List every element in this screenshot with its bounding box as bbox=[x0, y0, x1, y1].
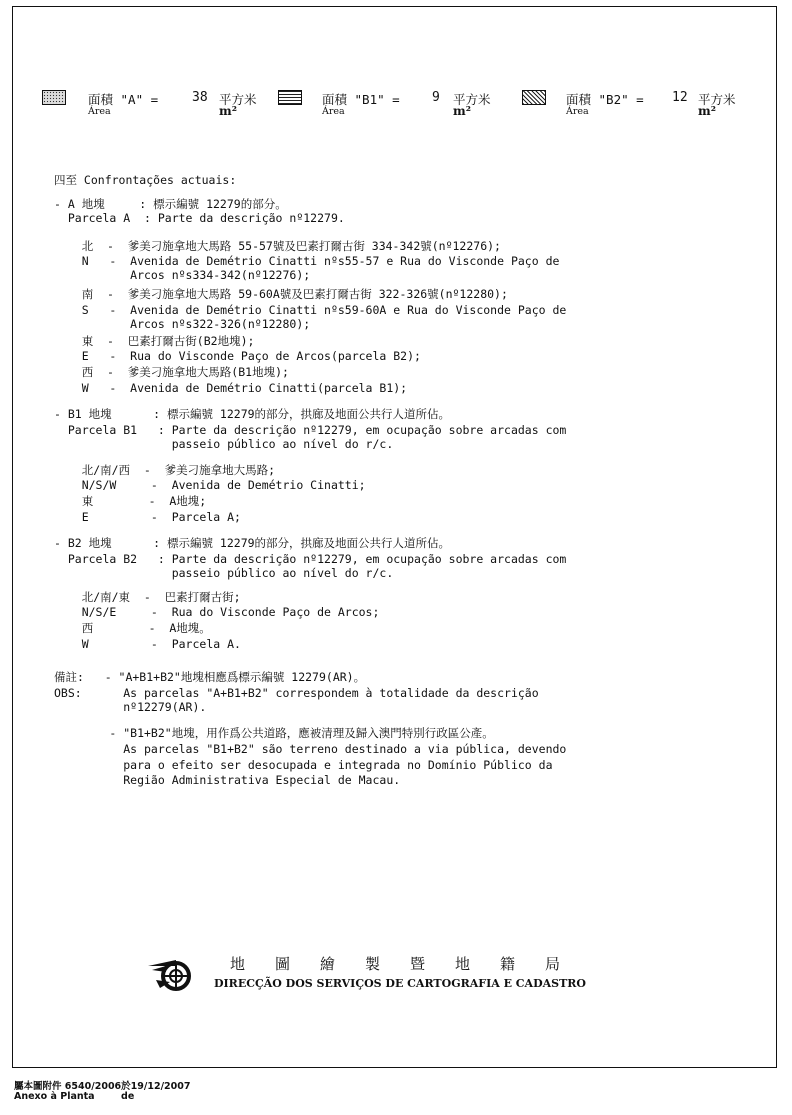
text-line: W - Parcela A. bbox=[54, 637, 241, 651]
text-line: Arcos nºs334-342(nº12276); bbox=[54, 268, 311, 282]
area-b1-unit-m2: m² bbox=[453, 104, 471, 118]
text-line: As parcelas "B1+B2" são terreno destinado a via pública, devendo bbox=[54, 742, 567, 756]
text-line: N/S/W - Avenida de Demétrio Cinatti; bbox=[54, 478, 366, 492]
org-name-chinese: 地 圖 繪 製 暨 地 籍 局 bbox=[230, 955, 561, 973]
area-b2-unit: 平方米 bbox=[698, 92, 736, 107]
area-b1-sub: Área bbox=[322, 106, 345, 117]
text-line: 備註: - "A+B1+B2"地塊相應爲標示編號 12279(AR)。 bbox=[54, 670, 366, 684]
area-a-label: 面積 "A" = bbox=[88, 92, 159, 107]
org-name-portuguese: DIRECÇÃO DOS SERVIÇOS DE CARTOGRAFIA E CADASTRO bbox=[214, 977, 587, 990]
text-line: Região Administrativa Especial de Macau. bbox=[54, 773, 401, 787]
dscc-logo-icon bbox=[146, 952, 198, 992]
text-line: para o efeito ser desocupada e integrada no Domínio Público da bbox=[54, 758, 553, 772]
area-b1-unit: 平方米 bbox=[453, 92, 491, 107]
area-a-unit: 平方米 bbox=[219, 92, 257, 107]
text-line: 北 - 爹美刁施拿地大馬路 55-57號及巴素打爾古街 334-342號(nº12276); bbox=[54, 239, 501, 253]
text-line: N - Avenida de Demétrio Cinatti nºs55-57 e Rua do Visconde Paço de bbox=[54, 254, 560, 268]
text-line: 北/南/西 - 爹美刁施拿地大馬路; bbox=[54, 463, 276, 477]
text-line: 東 - A地塊; bbox=[54, 494, 207, 508]
text-line: passeio público ao nível do r/c. bbox=[54, 437, 394, 451]
area-b1-value: 9 bbox=[432, 90, 440, 105]
text-line: Parcela B2 : Parte da descrição nº12279, em ocupação sobre arcadas com bbox=[54, 552, 567, 566]
text-line: Arcos nºs322-326(nº12280); bbox=[54, 317, 311, 331]
text-line: - "B1+B2"地塊，用作爲公共道路，應被清理及歸入澳門特別行政區公產。 bbox=[54, 726, 494, 740]
text-line: 北/南/東 - 巴素打爾古街; bbox=[54, 590, 241, 604]
text-line: 南 - 爹美刁施拿地大馬路 59-60A號及巴素打爾古街 322-326號(nº12280); bbox=[54, 287, 508, 301]
pattern-b2-swatch bbox=[522, 90, 546, 105]
text-line: E - Parcela A; bbox=[54, 510, 241, 524]
area-b2-unit-m2: m² bbox=[698, 104, 716, 118]
annex-stamp-line1: 屬本圖附件 6540/2006於19/12/2007 bbox=[14, 1081, 191, 1092]
pattern-b1-swatch bbox=[278, 90, 302, 105]
area-b2-value: 12 bbox=[672, 90, 688, 105]
annex-stamp-line2: Anexo à Planta de bbox=[14, 1091, 135, 1102]
text-line: Parcela B1 : Parte da descrição nº12279, em ocupação sobre arcadas com bbox=[54, 423, 567, 437]
text-line: - A 地塊 : 標示編號 12279的部分。 bbox=[54, 197, 287, 211]
text-line: - B1 地塊 : 標示編號 12279的部分，拱廊及地面公共行人道所佔。 bbox=[54, 407, 451, 421]
text-line: passeio público ao nível do r/c. bbox=[54, 566, 394, 580]
area-a-value: 38 bbox=[192, 90, 208, 105]
text-line: N/S/E - Rua do Visconde Paço de Arcos; bbox=[54, 605, 380, 619]
confrontations-heading: 四至 Confrontações actuais: bbox=[54, 173, 237, 187]
area-b2-sub: Área bbox=[566, 106, 589, 117]
text-line: W - Avenida de Demétrio Cinatti(parcela B1); bbox=[54, 381, 408, 395]
area-a-sub: Área bbox=[88, 106, 111, 117]
text-line: Parcela A : Parte da descrição nº12279. bbox=[54, 211, 345, 225]
text-line: - B2 地塊 : 標示編號 12279的部分，拱廊及地面公共行人道所佔。 bbox=[54, 536, 451, 550]
pattern-a-swatch bbox=[42, 90, 66, 105]
text-line: 東 - 巴素打爾古街(B2地塊); bbox=[54, 334, 255, 348]
area-a-unit-m2: m² bbox=[219, 104, 237, 118]
text-line: nº12279(AR). bbox=[54, 700, 207, 714]
text-line: 西 - 爹美刁施拿地大馬路(B1地塊); bbox=[54, 365, 289, 379]
area-b1-label: 面積 "B1" = bbox=[322, 92, 400, 107]
text-line: 西 - A地塊。 bbox=[54, 621, 211, 635]
text-line: OBS: As parcelas "A+B1+B2" correspondem à totalidade da descrição bbox=[54, 686, 539, 700]
text-line: E - Rua do Visconde Paço de Arcos(parcela B2); bbox=[54, 349, 421, 363]
text-line: S - Avenida de Demétrio Cinatti nºs59-60A e Rua do Visconde Paço de bbox=[54, 303, 567, 317]
area-b2-label: 面積 "B2" = bbox=[566, 92, 644, 107]
